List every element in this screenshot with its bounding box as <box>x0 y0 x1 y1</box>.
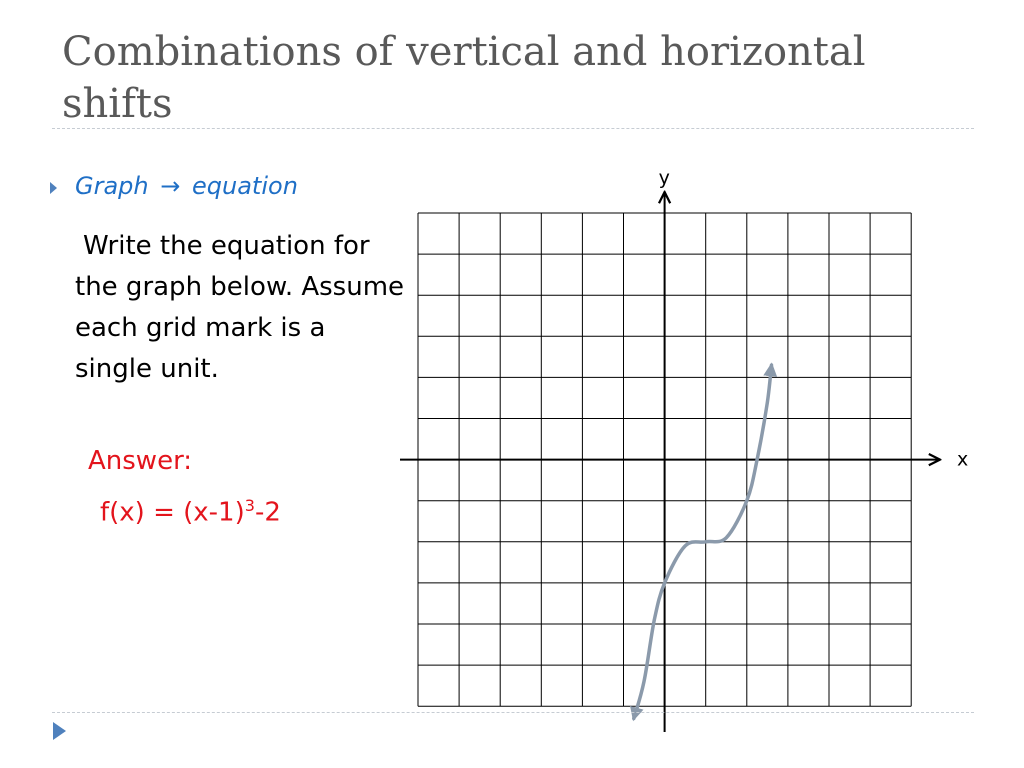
answer-equation-exponent: 3 <box>244 496 255 515</box>
answer-equation-suffix: -2 <box>254 497 281 528</box>
heading-right-text: equation <box>192 172 298 200</box>
footer-divider <box>52 712 974 713</box>
slide-title: Combinations of vertical and horizontal shifts <box>62 29 866 127</box>
heading-left-text: Graph <box>75 172 149 200</box>
answer-equation-prefix: f(x) = (x-1) <box>100 497 245 528</box>
instruction-body: Write the equation for the graph below. Assume each grid mark is a single unit. <box>75 231 405 384</box>
slide-nav-triangle-icon <box>53 722 66 740</box>
answer-label: Answer: <box>88 446 193 476</box>
x-axis-label: x <box>957 448 969 471</box>
y-axis-label: y <box>658 167 670 189</box>
right-arrow-icon: → <box>160 172 181 200</box>
